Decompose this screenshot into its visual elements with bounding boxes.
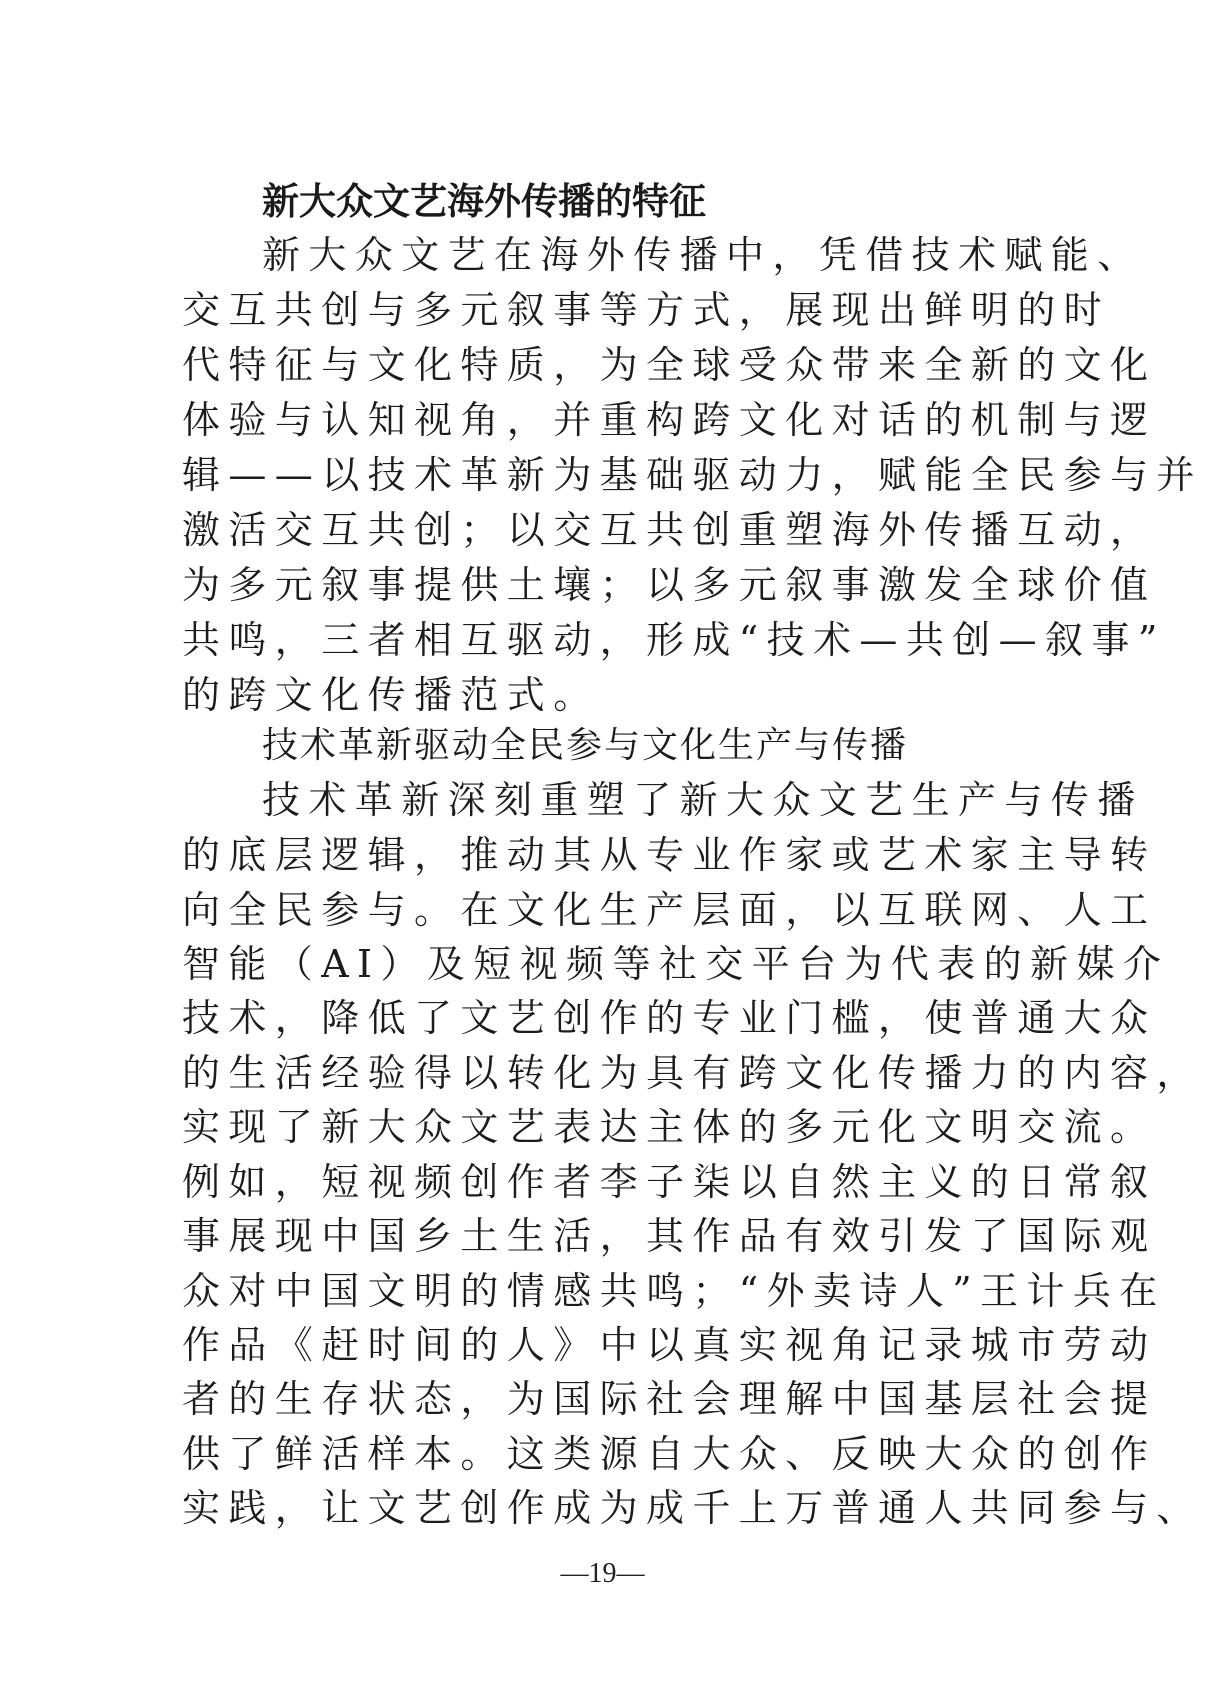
paragraph-line: 作品《赶时间的人》中以真实视角记录城市劳动	[182, 1323, 1157, 1367]
paragraph-line: 者的生存状态，为国际社会理解中国基层社会提	[182, 1377, 1157, 1421]
paragraph-line: 代特征与文化特质，为全球受众带来全新的文化	[182, 343, 1157, 387]
paragraph-line: 供了鲜活样本。这类源自大众、反映大众的创作	[182, 1432, 1157, 1476]
paragraph-line: 辑——以技术革新为基础驱动力，赋能全民参与并	[182, 453, 1203, 497]
paragraph-line: 为多元叙事提供土壤；以多元叙事激发全球价值	[182, 563, 1157, 607]
paragraph-line: 众对中国文明的情感共鸣；“外卖诗人”王计兵在	[182, 1269, 1166, 1313]
paragraph-line: 实现了新大众文艺表达主体的多元化文明交流。	[182, 1105, 1157, 1149]
paragraph-line: 技术，降低了文艺创作的专业门槛，使普通大众	[182, 996, 1157, 1040]
section-heading-2: 技术革新驱动全民参与文化生产与传播	[262, 725, 909, 766]
paragraph-line: 体验与认知视角，并重构跨文化对话的机制与逻	[182, 398, 1157, 442]
paragraph-line: 实践，让文艺创作成为成千上万普通人共同参与、	[182, 1486, 1203, 1530]
paragraph-line: 例如，短视频创作者李子柒以自然主义的日常叙	[182, 1160, 1157, 1204]
section-heading-1: 新大众文艺海外传播的特征	[262, 180, 706, 223]
paragraph-line: 共鸣，三者相互驱动，形成“技术—共创—叙事”	[182, 618, 1166, 662]
paragraph-line: 事展现中国乡土生活，其作品有效引发了国际观	[182, 1214, 1157, 1258]
paragraph-line: 激活交互共创；以交互共创重塑海外传播互动，	[182, 508, 1157, 552]
paragraph-line: 的底层逻辑，推动其从专业作家或艺术家主导转	[182, 833, 1157, 877]
paragraph-line: 技术革新深刻重塑了新大众文艺生产与传播	[262, 778, 1144, 822]
paragraph-line: 向全民参与。在文化生产层面，以互联网、人工	[182, 888, 1157, 932]
paragraph-line: 智能（AI）及短视频等社交平台为代表的新媒介	[182, 942, 1170, 986]
paragraph-line: 的跨文化传播范式。	[182, 673, 600, 717]
paragraph-line: 交互共创与多元叙事等方式，展现出鲜明的时	[182, 288, 1111, 332]
paragraph-line: 新大众文艺在海外传播中，凭借技术赋能、	[262, 233, 1144, 277]
paragraph-line: 的生活经验得以转化为具有跨文化传播力的内容，	[182, 1051, 1203, 1095]
page-number: —19—	[560, 1558, 645, 1589]
